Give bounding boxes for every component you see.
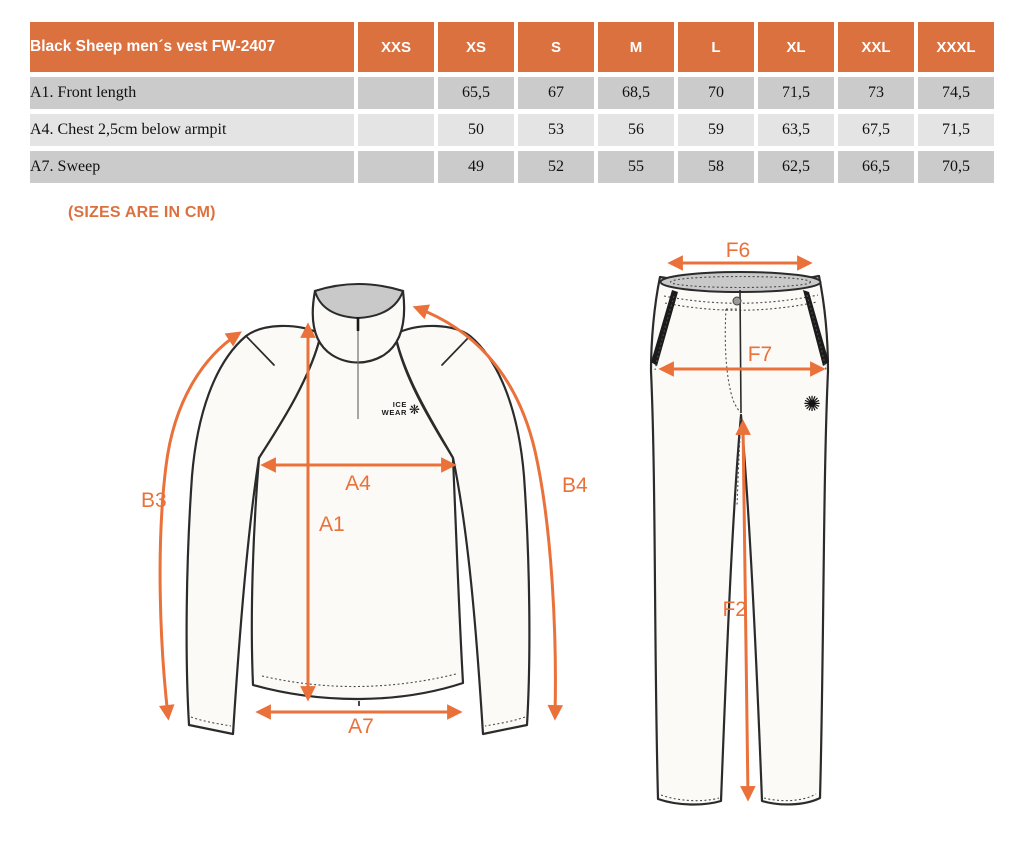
- center-front-seam: [740, 290, 741, 413]
- size-column-header: XXS: [358, 22, 434, 72]
- size-value-cell: 70,5: [918, 151, 994, 183]
- size-value-cell: 52: [518, 151, 594, 183]
- brand-logo-line1: ICE: [392, 400, 407, 409]
- size-value-cell: 74,5: [918, 77, 994, 109]
- size-column-header: M: [598, 22, 674, 72]
- size-value-cell: 71,5: [758, 77, 834, 109]
- measurement-label: A7. Sweep: [30, 151, 354, 183]
- size-value-cell: 65,5: [438, 77, 514, 109]
- size-value-cell: 73: [838, 77, 914, 109]
- size-column-header: S: [518, 22, 594, 72]
- measurement-label: A1. Front length: [30, 77, 354, 109]
- size-column-header: XXL: [838, 22, 914, 72]
- size-value-cell: 67,5: [838, 114, 914, 146]
- f7-label: F7: [747, 343, 773, 366]
- size-value-cell: 58: [678, 151, 754, 183]
- size-value-cell: 70: [678, 77, 754, 109]
- measurement-label: A4. Chest 2,5cm below armpit: [30, 114, 354, 146]
- pants-body: [651, 276, 828, 805]
- waistband-opening: [661, 272, 821, 292]
- f2-label: F2: [722, 598, 747, 621]
- size-column-header: XS: [438, 22, 514, 72]
- units-note: (SIZES ARE IN CM): [68, 204, 216, 221]
- product-title: Black Sheep men´s vest FW-2407: [30, 22, 354, 72]
- pants-snowflake-logo: ✺: [803, 393, 821, 416]
- size-column-header: XXXL: [918, 22, 994, 72]
- size-value-cell: 59: [678, 114, 754, 146]
- size-value-cell: 55: [598, 151, 674, 183]
- waist-button: [733, 297, 741, 305]
- brand-snowflake-icon: ❋: [409, 402, 420, 417]
- a4-label: A4: [345, 472, 371, 495]
- a7-label: A7: [348, 715, 374, 738]
- size-value-cell: 62,5: [758, 151, 834, 183]
- brand-logo-line2: WEAR: [381, 408, 407, 417]
- size-value-cell: 63,5: [758, 114, 834, 146]
- vest-drawing: [141, 284, 588, 738]
- size-value-cell: 68,5: [598, 77, 674, 109]
- size-column-header: L: [678, 22, 754, 72]
- size-value-cell: 67: [518, 77, 594, 109]
- size-value-cell: 49: [438, 151, 514, 183]
- size-value-cell: 56: [598, 114, 674, 146]
- b4-label: B4: [562, 474, 588, 497]
- size-value-cell: 50: [438, 114, 514, 146]
- b3-label: B3: [141, 489, 167, 512]
- a1-label: A1: [319, 513, 345, 536]
- size-column-header: XL: [758, 22, 834, 72]
- size-value-cell: 71,5: [918, 114, 994, 146]
- size-value-cell: 66,5: [838, 151, 914, 183]
- f6-label: F6: [725, 239, 751, 262]
- pants-drawing: [651, 239, 829, 805]
- size-value-cell: 53: [518, 114, 594, 146]
